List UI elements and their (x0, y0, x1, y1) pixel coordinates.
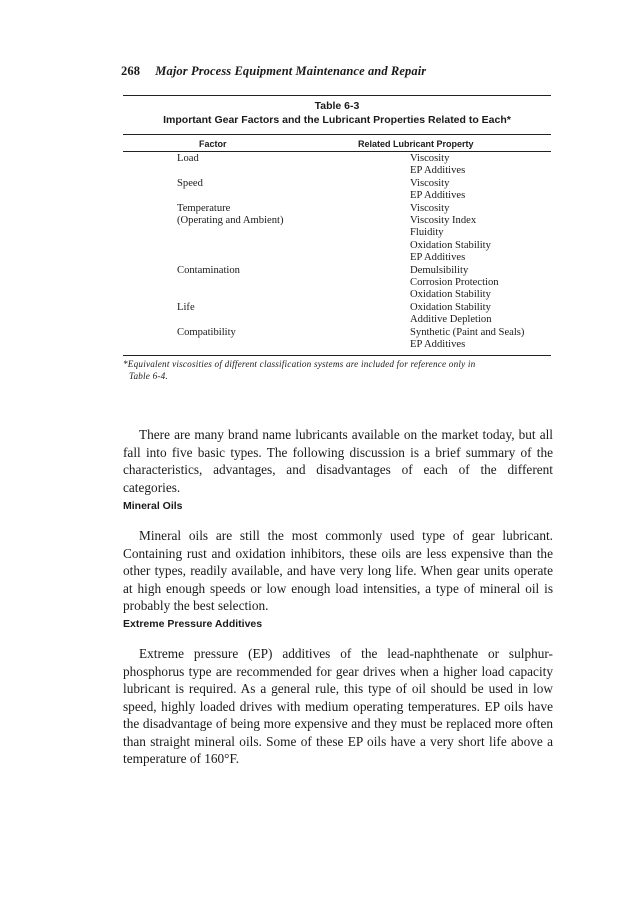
property-cell (410, 178, 551, 203)
factor-text: Load (177, 153, 199, 164)
property-text: Additive Depletion (410, 314, 492, 326)
footnote-line-1: *Equivalent viscosities of different classification systems are included for reference only in (123, 359, 476, 369)
factor-text: (Operating and Ambient) (177, 215, 284, 227)
table-title: Important Gear Factors and the Lubricant Properties Related to Each* (163, 114, 511, 126)
property-cell (410, 153, 551, 178)
table-row (123, 265, 551, 302)
property-text: Synthetic (Paint and Seals) (410, 326, 525, 338)
table-bottom-rule (123, 355, 551, 356)
property-cell (410, 327, 551, 352)
factor-text: Life (177, 301, 195, 313)
column-header-factor: Factor (199, 139, 227, 149)
property-text: EP Additives (410, 339, 466, 351)
factor-cell (123, 302, 410, 327)
property-text: Oxidation Stability (410, 301, 491, 313)
table-header-top-rule (123, 134, 551, 135)
column-header-property: Related Lubricant Property (358, 139, 474, 149)
table-body (123, 153, 551, 352)
factor-cell (123, 153, 410, 178)
factor-cell (123, 203, 410, 265)
property-text: Viscosity (410, 177, 450, 189)
factor-text: Compatibility (177, 326, 236, 338)
mineral-oils-paragraph: Mineral oils are still the most commonly used type of gear lubricant. Containing rust and oxidation inhibitors, these oils are less expensive than the other types, readily available, and have very long life. When gear units operate at high enough speeds or low enough load intensities, a type of mineral oil is probably the best selection. (123, 528, 553, 613)
factor-text: Contamination (177, 264, 240, 276)
property-text: Fluidity (410, 227, 444, 239)
property-text: Demulsibility (410, 264, 469, 276)
table-row (123, 153, 551, 178)
section-heading-ep-additives: Extreme Pressure Additives (123, 618, 263, 630)
property-cell (410, 203, 551, 265)
property-cell (410, 302, 551, 327)
intro-paragraph: There are many brand name lubricants available on the market today, but all fall into five basic types. The following discussion is a brief summary of the characteristics, advantages, and disadvantages of each of the different categories. (123, 427, 553, 495)
page-number: 268 (121, 64, 141, 78)
table-footnote (123, 358, 553, 382)
factor-text: Temperature (177, 202, 231, 214)
running-header (121, 64, 426, 79)
table-header-bottom-rule (123, 151, 551, 152)
table-row (123, 302, 551, 327)
factor-cell (123, 265, 410, 302)
property-text: EP Additives (410, 190, 466, 202)
property-text: Oxidation Stability (410, 239, 491, 251)
factor-cell (123, 178, 410, 203)
property-text: Viscosity (410, 153, 450, 164)
property-text: Viscosity Index (410, 215, 477, 227)
table-row (123, 327, 551, 352)
property-text: EP Additives (410, 252, 466, 264)
factor-text: Speed (177, 177, 203, 189)
footnote-line-2: Table 6-4. (129, 371, 168, 381)
property-text: Viscosity (410, 202, 450, 214)
book-title: Major Process Equipment Maintenance and Repair (155, 64, 427, 78)
table-top-rule (123, 95, 551, 96)
section-heading-mineral-oils: Mineral Oils (123, 500, 183, 512)
property-cell (410, 265, 551, 302)
table-row (123, 178, 551, 203)
ep-additives-paragraph: Extreme pressure (EP) additives of the lead-naphthenate or sulphur-phosphorus type are recommended for gear drives when a higher load capacity lubricant is required. As a general rule, this type of oil should be used in low speed, highly loaded drives with medium operating temperatures. EP oils have the disadvantage of being more expensive and they must be replaced more often than straight mineral oils. Some of these EP oils have a very short life above a temperature of 160°F. (123, 646, 553, 766)
factor-cell (123, 327, 410, 352)
property-text: EP Additives (410, 165, 466, 177)
property-text: Oxidation Stability (410, 289, 491, 301)
property-text: Corrosion Protection (410, 277, 499, 289)
table-row (123, 203, 551, 265)
table-number: Table 6-3 (314, 100, 360, 112)
